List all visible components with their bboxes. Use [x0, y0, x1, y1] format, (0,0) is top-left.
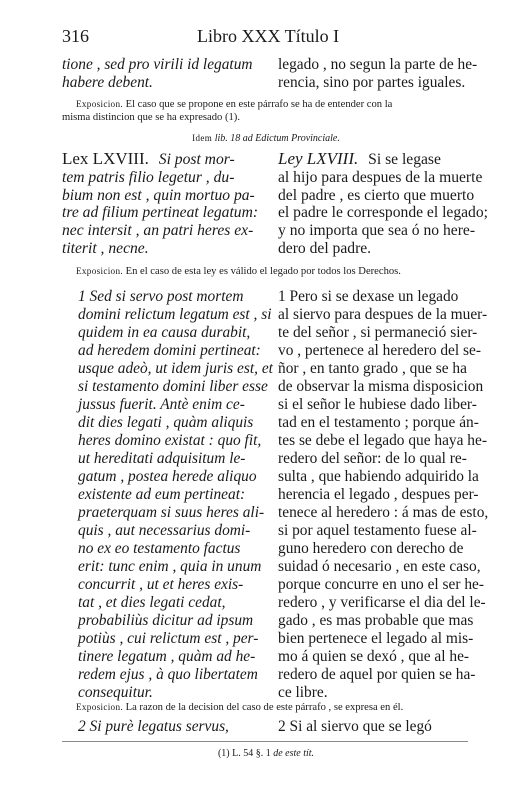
text-line: quis , aut necessarius domi-	[78, 522, 251, 539]
section1-latin-column	[78, 288, 273, 702]
text-line: bien pertenece el legado al mis-	[278, 630, 474, 647]
text-line: existente ad eum pertineat:	[78, 486, 246, 503]
idem-reference: lib. 18 ad Edictum Provinciale.	[214, 133, 340, 144]
text-line: redero , y verificarse el dia del le-	[278, 594, 486, 611]
text-line: dero del padre.	[278, 239, 372, 257]
section1-spanish-column	[278, 288, 488, 702]
text-line: tione , sed pro virili id legatum	[62, 56, 253, 73]
ley-spanish-column	[278, 150, 488, 258]
text-line: te del señor , si permaneció sier-	[278, 324, 478, 341]
lex-latin-column	[62, 150, 258, 258]
text-line: legado , no segun la parte de he-	[278, 56, 478, 73]
text-line: sulta , que habiendo adquirido la	[278, 468, 479, 485]
text-line: no ex eo testamento factus	[78, 540, 241, 557]
text-line: usque adeò, ut idem juris est, et	[78, 360, 273, 377]
text-line: gatum , postea herede aliquo	[78, 468, 257, 485]
section2-spanish: 2 Si al siervo que se legó	[278, 718, 432, 735]
text-line: rencia, sino por partes iguales.	[278, 74, 466, 91]
source-attribution	[0, 133, 532, 144]
exposicion-note-1	[62, 98, 392, 124]
exposicion-note-2	[62, 265, 401, 278]
text-line: praeterquam si suus heres ali-	[78, 504, 265, 521]
exposicion-label: Exposicion.	[76, 266, 123, 276]
text-line: heres domino existat : quo fit,	[78, 432, 262, 449]
text-line: si el señor le hubiese dado liber-	[278, 396, 477, 413]
text-line: jussus fuerit. Antè enim ce-	[78, 396, 245, 413]
text-line: tat , et dies legati cedat,	[78, 594, 226, 611]
text-line: y no importa que sea ó no here-	[278, 222, 476, 240]
text-line: mo á quien se dexó , que al he-	[278, 648, 470, 665]
section2-latin: 2 Si purè legatus servus,	[78, 718, 229, 735]
exposicion-text: La razon de la decision del caso de este párrafo , se expresa en él.	[125, 702, 404, 713]
footnote	[0, 748, 532, 759]
text-line: nec intersit , an patri heres ex-	[62, 222, 254, 240]
text-line: tinere legatum , quàm ad he-	[78, 648, 256, 665]
text-line: tes se debe el legado que haya he-	[278, 432, 487, 449]
text-line: al siervo para despues de la muer-	[278, 306, 488, 323]
text-line: domini relictum legatum est , si	[78, 306, 272, 323]
footnote-marker: (1)	[217, 748, 230, 759]
footnote-rule	[62, 741, 468, 742]
text-line: titerit , necne.	[62, 239, 149, 257]
text-line: guno heredero con derecho de	[278, 540, 464, 557]
footnote-tail: de este tít.	[273, 748, 315, 759]
text-line: del padre , es cierto que muerto	[278, 186, 475, 204]
text-line: redero de aquel por quien se ha-	[278, 666, 476, 683]
text-line: redero del señor: de lo qual re-	[278, 450, 467, 467]
text-line: el padre le corresponde el legado;	[278, 204, 488, 222]
text-line: quidem in ea causa durabit,	[78, 324, 251, 341]
text-line: tem patris filio legetur , du-	[62, 168, 235, 186]
text-line: tre ad filium pertineat legatum:	[62, 204, 259, 222]
text-line: Si post mor-	[158, 151, 235, 168]
text-line: probabiliùs dicitur ad ipsum	[78, 612, 254, 629]
text-line: erit: tunc enim , quia in unum	[78, 558, 262, 575]
text-line: concurrit , ut et heres exis-	[78, 576, 244, 593]
footnote-reference: L. 54 §. 1	[232, 748, 271, 759]
text-line: redem ejus , à quo libertatem	[78, 666, 258, 683]
text-line: consequitur.	[78, 684, 153, 701]
text-line: suidad ó necesario , en este caso,	[278, 558, 481, 575]
text-line: potiùs , cui relictum est , per-	[78, 630, 259, 647]
exposicion-label: Exposicion.	[76, 99, 123, 109]
text-line: habere debent.	[62, 74, 153, 91]
text-line: Si se legase	[368, 151, 441, 168]
text-line: ad heredem domini pertineat:	[78, 342, 261, 359]
text-line: 1 Sed si servo post mortem	[78, 288, 244, 305]
running-head: Libro XXX Título I	[197, 26, 340, 46]
exposicion-text: misma distincion que se ha expresado (1).	[62, 112, 240, 123]
text-line: ut hereditati adquisitum le-	[78, 450, 246, 467]
top-spanish-column	[278, 56, 477, 92]
text-line: herencia el legado , despues per-	[278, 486, 479, 503]
exposicion-text: El caso que se propone en este párrafo se ha de entender con la	[125, 99, 393, 110]
text-line: porque concurre en uno el ser he-	[278, 576, 484, 593]
text-line: si por aquel testamento fuese al-	[278, 522, 477, 539]
exposicion-text: En el caso de esta ley es válido el legado por todos los Derechos.	[125, 266, 401, 277]
ley-label: Ley LXVIII.	[278, 149, 359, 168]
text-line: ñor , en tanto grado , que se ha	[278, 360, 467, 377]
text-line: si testamento domini liber esse	[78, 378, 268, 395]
lex-label: Lex LXVIII.	[62, 149, 149, 168]
text-line: 1 Pero si se dexase un legado	[278, 288, 459, 305]
text-line: al hijo para despues de la muerte	[278, 168, 483, 186]
text-line: dit dies legati , quàm aliquis	[78, 414, 254, 431]
text-line: bium non est , quin mortuo pa-	[62, 186, 255, 204]
exposicion-label: Exposicion.	[76, 702, 123, 712]
page-header	[62, 26, 468, 52]
exposicion-note-3	[62, 701, 403, 714]
page-number: 316	[62, 26, 89, 46]
text-line: de observar la misma disposicion	[278, 378, 484, 395]
text-line: gado , es mas probable que mas	[278, 612, 474, 629]
text-line: tenece al heredero : á mas de esto,	[278, 504, 489, 521]
text-line: vo , pertenece al heredero del se-	[278, 342, 481, 359]
idem-label: Idem	[192, 133, 213, 143]
text-line: tad en el testamento ; porque án-	[278, 414, 479, 431]
top-latin-column	[62, 56, 253, 92]
text-line: ce libre.	[278, 684, 328, 701]
